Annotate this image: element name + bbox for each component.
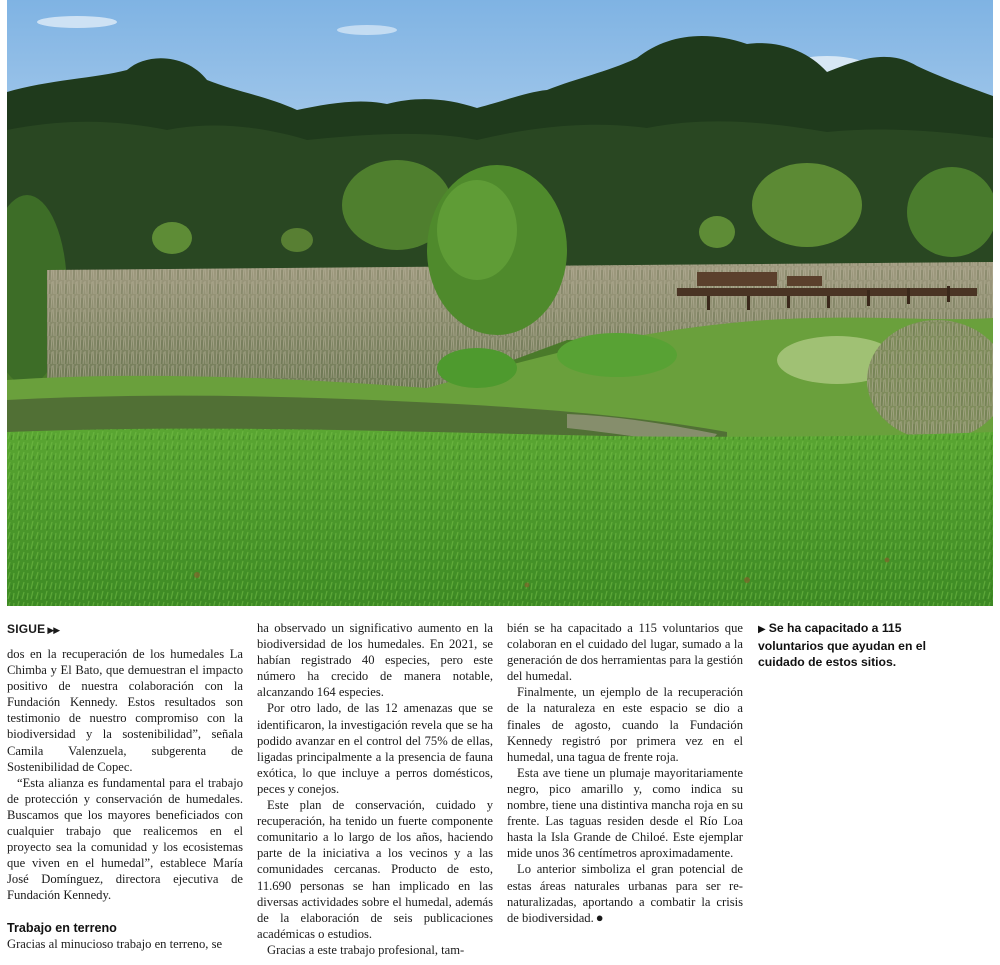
article-column-3 (507, 620, 743, 926)
col3-paragraph-4-text: Lo anterior simboliza el gran potencial de estas áreas naturales urbanas para ser re-naturalizadas, aportando a combatir la crisis de biodiversidad. (507, 862, 743, 925)
col1-paragraph-1: dos en la recuperación de los humedales La Chimba y El Bato, que demuestran el impacto positivo de nuestra colaboración con la Fundación Kennedy. Estos resultados son testimonio de nuestro compromiso con la biodiversidad y la sostenibilidad”, señala Camila Valenzuela, subgerenta de Sostenibilidad de Copec. (7, 647, 243, 774)
col3-paragraph-2: Finalmente, un ejemplo de la recuperación de la naturaleza en este espacio se dio a finales de agosto, cuando la Fundación Kennedy registró por primera vez en el humedal, una tagua de frente roja. (507, 685, 743, 764)
col3-paragraph-4 (507, 861, 743, 925)
col3-paragraph-1: bién se ha capacitado a 115 voluntarios que colaboran en el cuidado del lugar, sumado a la generación de dos herramientas para la gestión del humedal. (507, 621, 743, 684)
col2-paragraph-1: ha observado un significativo aumento en la biodiversidad de los humedales. En 2021, se habían registrado 40 especies, pero este número ha crecido de manera notable, alcanzando 164 especies. (257, 621, 493, 700)
col2-paragraph-4: Gracias a este trabajo profesional, tam- (267, 942, 465, 957)
col1-paragraph-3: Gracias al minucioso trabajo en terreno, se (7, 936, 223, 951)
end-of-article-icon: ● (595, 909, 604, 925)
pull-quote-text: Se ha capacitado a 115 voluntarios que ayudan en el cuidado de estos sitios. (758, 621, 926, 669)
col1-paragraph-2: “Esta alianza es fundamental para el trabajo de protección y conservación de humedales. Buscamos que los mayores beneficiados con cualquier trabajo que realicemos en el proyecto sea la comunidad y los ecosistemas que viven en el humedal”, establece María José Domínguez, directora ejecutiva de Fundación Kennedy. (7, 775, 243, 903)
article-column-2 (257, 620, 493, 958)
pull-quote-block (758, 620, 958, 670)
sigue-text: SIGUE (7, 622, 46, 636)
wetland-landscape-image (7, 0, 993, 606)
col2-paragraph-2: Por otro lado, de las 12 amenazas que se identificaron, la investigación revela que se ha podido avanzar en el control del 75% de ellas, ligadas principalmente a la presencia de fauna exótica, lo que incluye a perros domésticos, peces y conejos. (257, 701, 493, 796)
col2-paragraph-3: Este plan de conservación, cuidado y recuperación, ha tenido un fuerte componente comunitario a lo largo de los años, haciendo parte de la iniciativa a los vecinos y a las comunidades cercanas. Producto de esto, 11.690 personas se han implicado en las diversas actividades sobre el humedal, además de la elaboración de seis publicaciones académicas o estudios. (257, 798, 493, 941)
section-subheading: Trabajo en terreno (7, 920, 117, 935)
double-arrow-icon: ▶▶ (47, 625, 60, 635)
continuation-label (7, 620, 243, 637)
article-column-1 (7, 620, 243, 952)
triangle-bullet-icon: ▶ (758, 624, 766, 635)
wetland-photo (7, 0, 993, 606)
col3-paragraph-3: Esta ave tiene un plumaje mayoritariamente negro, pico amarillo y, como indica su nombre, tiene una distintiva mancha roja en su frente. Las taguas residen desde el Río Loa hasta la Isla Grande de Chiloé. Este ejemplar mide unos 36 centímetros aproximadamente. (507, 765, 743, 861)
pull-quote (758, 620, 958, 670)
